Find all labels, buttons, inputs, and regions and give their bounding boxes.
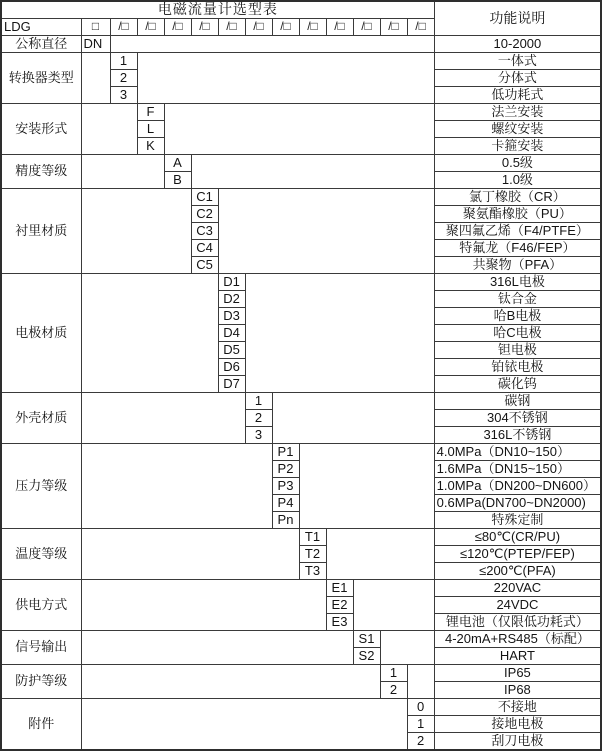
option-description: 哈B电极: [434, 308, 601, 325]
option-description: 特殊定制: [434, 512, 601, 529]
spacer-cell: [81, 53, 110, 104]
option-description: 铂铱电极: [434, 359, 601, 376]
option-row: [1, 104, 601, 121]
model-slot-box-6: /□: [245, 19, 272, 36]
spacer-cell: [81, 155, 164, 189]
category-label: 精度等级: [1, 155, 81, 189]
category-label: 转换器类型: [1, 53, 81, 104]
option-description: 螺纹安装: [434, 121, 601, 138]
model-slot-box-12: /□: [407, 19, 434, 36]
option-code: P4: [272, 495, 299, 512]
spacer-cell: [110, 36, 434, 53]
option-code: 0: [407, 699, 434, 716]
option-code: 2: [380, 682, 407, 699]
option-description: 哈C电极: [434, 325, 601, 342]
option-description: 刮刀电极: [434, 733, 601, 751]
option-row: [1, 529, 601, 546]
category-label: 安装形式: [1, 104, 81, 155]
category-label: 压力等级: [1, 444, 81, 529]
spacer-cell: [81, 189, 191, 274]
model-prefix: LDG: [1, 19, 81, 36]
category-label-diameter: 公称直径: [1, 36, 81, 53]
diameter-row: [1, 36, 601, 53]
option-description: 10-2000: [434, 36, 601, 53]
option-description: IP68: [434, 682, 601, 699]
option-description: 316L电极: [434, 274, 601, 291]
model-base-box: □: [81, 19, 110, 36]
option-row: [1, 53, 601, 70]
option-description: 1.6MPa（DN15~150）: [434, 461, 601, 478]
option-row: [1, 155, 601, 172]
option-code: L: [137, 121, 164, 138]
option-code: 1: [245, 393, 272, 410]
option-description: 304不锈钢: [434, 410, 601, 427]
function-column-header: 功能说明: [434, 1, 601, 36]
option-code: Pn: [272, 512, 299, 529]
model-slot-box-5: /□: [218, 19, 245, 36]
option-description: ≤80℃(CR/PU): [434, 529, 601, 546]
option-description: 1.0MPa（DN200~DN600）: [434, 478, 601, 495]
option-row: [1, 580, 601, 597]
option-description: 0.6MPa(DN700~DN2000): [434, 495, 601, 512]
option-description: 24VDC: [434, 597, 601, 614]
spacer-cell: [380, 631, 434, 665]
option-code: 2: [407, 733, 434, 751]
option-code: C1: [191, 189, 218, 206]
option-description: 钛合金: [434, 291, 601, 308]
spacer-cell: [245, 274, 434, 393]
option-code: E3: [326, 614, 353, 631]
category-label: 电极材质: [1, 274, 81, 393]
option-code: F: [137, 104, 164, 121]
spacer-cell: [218, 189, 434, 274]
spacer-cell: [191, 155, 434, 189]
option-code: D3: [218, 308, 245, 325]
option-description: ≤120℃(PTEP/FEP): [434, 546, 601, 563]
option-code: A: [164, 155, 191, 172]
option-code: 3: [110, 87, 137, 104]
option-row: [1, 631, 601, 648]
spacer-cell: [326, 529, 434, 580]
model-slot-box-9: /□: [326, 19, 353, 36]
option-code: D7: [218, 376, 245, 393]
option-row: [1, 444, 601, 461]
option-code: C4: [191, 240, 218, 257]
spacer-cell: [81, 444, 272, 529]
option-description: 法兰安装: [434, 104, 601, 121]
model-slot-box-7: /□: [272, 19, 299, 36]
option-code: K: [137, 138, 164, 155]
option-code: C5: [191, 257, 218, 274]
category-label: 外壳材质: [1, 393, 81, 444]
spacer-cell: [81, 274, 218, 393]
option-description: 4.0MPa（DN10~150）: [434, 444, 601, 461]
option-code: C3: [191, 223, 218, 240]
option-code: T2: [299, 546, 326, 563]
option-row: [1, 274, 601, 291]
option-description: HART: [434, 648, 601, 665]
category-label: 衬里材质: [1, 189, 81, 274]
spacer-cell: [81, 580, 326, 631]
option-description: 低功耗式: [434, 87, 601, 104]
option-code: E1: [326, 580, 353, 597]
option-code: P3: [272, 478, 299, 495]
option-code: 1: [110, 53, 137, 70]
option-code: D2: [218, 291, 245, 308]
title-row: [1, 1, 601, 19]
option-row: [1, 699, 601, 716]
option-description: 钽电极: [434, 342, 601, 359]
option-code: D6: [218, 359, 245, 376]
model-slot-box-1: /□: [110, 19, 137, 36]
spacer-cell: [81, 104, 137, 155]
spacer-cell: [81, 529, 299, 580]
option-description: 接地电极: [434, 716, 601, 733]
option-code: 3: [245, 427, 272, 444]
spacer-cell: [272, 393, 434, 444]
option-description: 特氟龙（F46/FEP）: [434, 240, 601, 257]
option-description: 1.0级: [434, 172, 601, 189]
option-description: 0.5级: [434, 155, 601, 172]
spacer-cell: [81, 665, 380, 699]
option-description: 共聚物（PFA）: [434, 257, 601, 274]
spacer-cell: [353, 580, 434, 631]
option-code: T3: [299, 563, 326, 580]
model-slot-box-10: /□: [353, 19, 380, 36]
option-description: 一体式: [434, 53, 601, 70]
spacer-cell: [137, 53, 434, 104]
table-title: 电磁流量计选型表: [1, 1, 434, 19]
option-code: D1: [218, 274, 245, 291]
option-code: DN: [81, 36, 110, 53]
option-row: [1, 665, 601, 682]
option-code: T1: [299, 529, 326, 546]
option-code: P2: [272, 461, 299, 478]
option-code: D4: [218, 325, 245, 342]
spacer-cell: [81, 631, 353, 665]
option-description: 分体式: [434, 70, 601, 87]
option-description: 4-20mA+RS485（标配）: [434, 631, 601, 648]
option-description: 氯丁橡胶（CR）: [434, 189, 601, 206]
model-slot-box-11: /□: [380, 19, 407, 36]
category-label: 防护等级: [1, 665, 81, 699]
option-description: 聚四氟乙烯（F4/PTFE）: [434, 223, 601, 240]
category-label: 温度等级: [1, 529, 81, 580]
option-description: ≤200℃(PFA): [434, 563, 601, 580]
model-slot-box-8: /□: [299, 19, 326, 36]
option-code: 2: [110, 70, 137, 87]
option-code: C2: [191, 206, 218, 223]
option-row: [1, 189, 601, 206]
option-description: 卡箍安装: [434, 138, 601, 155]
option-code: P1: [272, 444, 299, 461]
option-code: 1: [407, 716, 434, 733]
option-row: [1, 393, 601, 410]
option-description: IP65: [434, 665, 601, 682]
option-code: S1: [353, 631, 380, 648]
option-code: 1: [380, 665, 407, 682]
spacer-cell: [299, 444, 434, 529]
model-slot-box-3: /□: [164, 19, 191, 36]
option-description: 220VAC: [434, 580, 601, 597]
option-description: 碳钢: [434, 393, 601, 410]
model-slot-box-2: /□: [137, 19, 164, 36]
category-label: 供电方式: [1, 580, 81, 631]
option-description: 锂电池（仅限低功耗式）: [434, 614, 601, 631]
option-code: D5: [218, 342, 245, 359]
option-code: B: [164, 172, 191, 189]
category-label: 附件: [1, 699, 81, 751]
model-slot-box-4: /□: [191, 19, 218, 36]
option-description: 聚氨酯橡胶（PU）: [434, 206, 601, 223]
spacer-cell: [81, 393, 245, 444]
option-code: S2: [353, 648, 380, 665]
category-label: 信号输出: [1, 631, 81, 665]
spacer-cell: [81, 699, 407, 751]
spacer-cell: [164, 104, 434, 155]
option-description: 316L不锈钢: [434, 427, 601, 444]
option-code: 2: [245, 410, 272, 427]
spacer-cell: [407, 665, 434, 699]
option-code: E2: [326, 597, 353, 614]
option-description: 不接地: [434, 699, 601, 716]
option-description: 碳化钨: [434, 376, 601, 393]
